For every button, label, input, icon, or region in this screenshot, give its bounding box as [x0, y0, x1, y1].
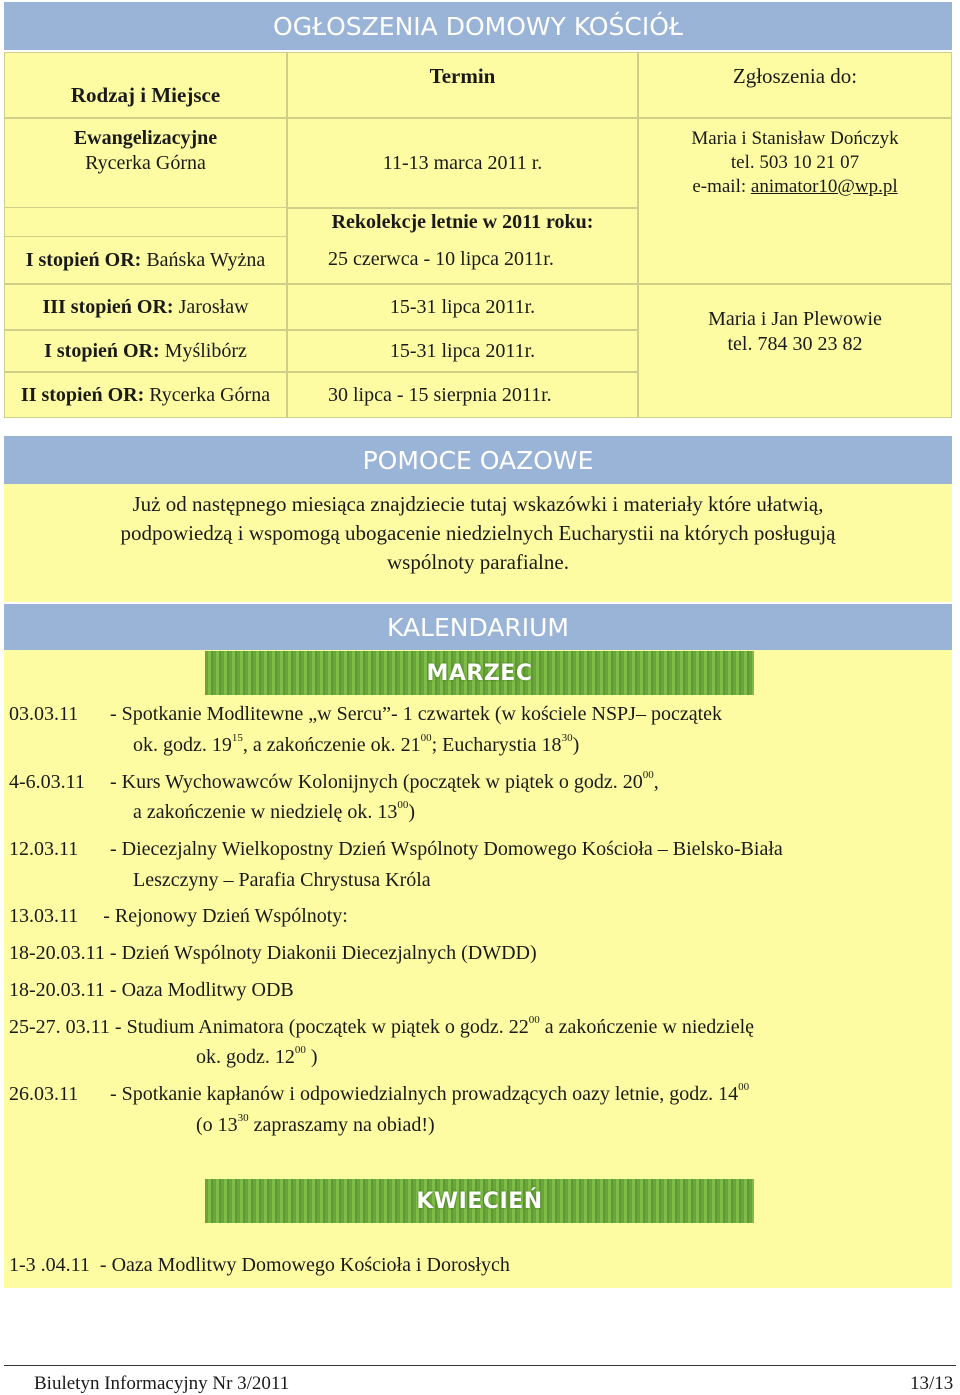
event-8-line-2: (o $13^{30}$ zapraszamy na obiad!): [196, 1112, 435, 1136]
month-banner-marzec: MARZEC: [205, 651, 754, 695]
row4-term: 15-31 lipca 2011r.: [287, 330, 638, 372]
row-gap-type: [4, 208, 287, 236]
row3-term: 15-31 lipca 2011r.: [287, 284, 638, 330]
row3-type: III stopień OR: Jarosław: [4, 284, 287, 330]
row2-type: I stopień OR: Bańska Wyżna: [4, 236, 287, 284]
event-3-line-1: - Diecezjalny Wielkopostny Dzień Wspólnoty Domowego Kościoła – Bielsko-Biała: [110, 838, 783, 860]
contact2: Maria i Jan Plewowie tel. 784 30 23 82: [638, 284, 952, 418]
row5-term: 30 lipca - 15 sierpnia 2011r.: [287, 372, 638, 418]
event-8-date: 26.03.11: [9, 1083, 79, 1105]
col-term-header: Termin: [287, 52, 638, 118]
row1-type: Ewangelizacyjne Rycerka Górna: [4, 118, 287, 208]
event-1-line-2: ok. godz. $19^{15}$, a zakończenie ok. $21^{00}$; Eucharystia $18^{30}$): [133, 732, 580, 756]
header-title: OGŁOSZENIA DOMOWY KOŚCIÓŁ: [273, 12, 683, 41]
kalendarium-title: KALENDARIUM: [386, 613, 569, 642]
row5-type: II stopień OR: Rycerka Górna: [4, 372, 287, 418]
event-1-line-1: - Spotkanie Modlitewne „w Sercu”- 1 czwartek (w kościele NSPJ– początek: [110, 703, 723, 725]
event-9: 1-3 .04.11 - Oaza Modlitwy Domowego Kościoła i Dorosłych: [9, 1254, 510, 1276]
event-6: 18-20.03.11 - Oaza Modlitwy ODB: [9, 979, 294, 1001]
event-1-date: 03.03.11: [9, 703, 79, 725]
footer-rule: [4, 1365, 956, 1366]
event-7-line-1: 25-27. 03.11 - Studium Animatora (początek w piątek o godz. $22^{00}$ a zakończenie w niedzielę: [9, 1014, 755, 1038]
row2-term: 25 czerwca - 10 lipca 2011r.: [287, 236, 638, 284]
email-link[interactable]: animator10@wp.pl: [750, 175, 898, 197]
pomoce-text-box: [4, 484, 952, 602]
event-2-line-2: a zakończenie w niedzielę ok. $13^{00}$): [133, 799, 415, 823]
pomoce-line-2: podpowiedzą i wspomogą ubogacenie niedzielnych Eucharystii na których posługują: [120, 521, 836, 545]
event-3-line-2: Leszczyny – Parafia Chrystusa Króla: [133, 869, 431, 891]
row1-term: 11-13 marca 2011 r.: [287, 118, 638, 208]
header-bar: [4, 2, 952, 50]
event-2-line-1: - Kurs Wychowawców Kolonijnych (początek w piątek o godz. $20^{00}$,: [110, 769, 659, 793]
event-2-date: 4-6.03.11: [9, 771, 85, 793]
pomoce-line-3: wspólnoty parafialne.: [387, 550, 569, 574]
event-4: 13.03.11 - Rejonowy Dzień Wspólnoty:: [9, 905, 348, 927]
summer-heading: Rekolekcje letnie w 2011 roku:: [287, 208, 638, 236]
event-5: 18-20.03.11 - Dzień Wspólnoty Diakonii Diecezjalnych (DWDD): [9, 942, 537, 964]
col-type-header: Rodzaj i Miejsce: [4, 52, 287, 118]
pomoce-title: POMOCE OAZOWE: [362, 446, 594, 475]
footer-right: 13/13: [910, 1373, 954, 1394]
col-contact-header: Zgłoszenia do:: [638, 52, 952, 118]
retreat-table: [4, 52, 952, 418]
event-7-line-2: ok. godz. $12^{00}$ ): [196, 1044, 318, 1068]
month-banner-kwiecien: KWIECIEŃ: [205, 1179, 754, 1223]
event-3-date: 12.03.11: [9, 838, 79, 860]
event-8-line-1: - Spotkanie kapłanów i odpowiedzialnych prowadzących oazy letnie, godz. $14^{00}$: [110, 1081, 750, 1105]
contact1: Maria i Stanisław Dończyk tel. 503 10 21 07 e-mail: animator10@wp.pl: [638, 118, 952, 284]
footer-left: Biuletyn Informacyjny Nr 3/2011: [34, 1373, 290, 1394]
pomoce-line-1: Już od następnego miesiąca znajdziecie tutaj wskazówki i materiały które ułatwią,: [132, 492, 824, 516]
kalendarium-bar: [4, 604, 952, 650]
row4-type: I stopień OR: Myślibórz: [4, 330, 287, 372]
pomoce-bar: [4, 436, 952, 484]
